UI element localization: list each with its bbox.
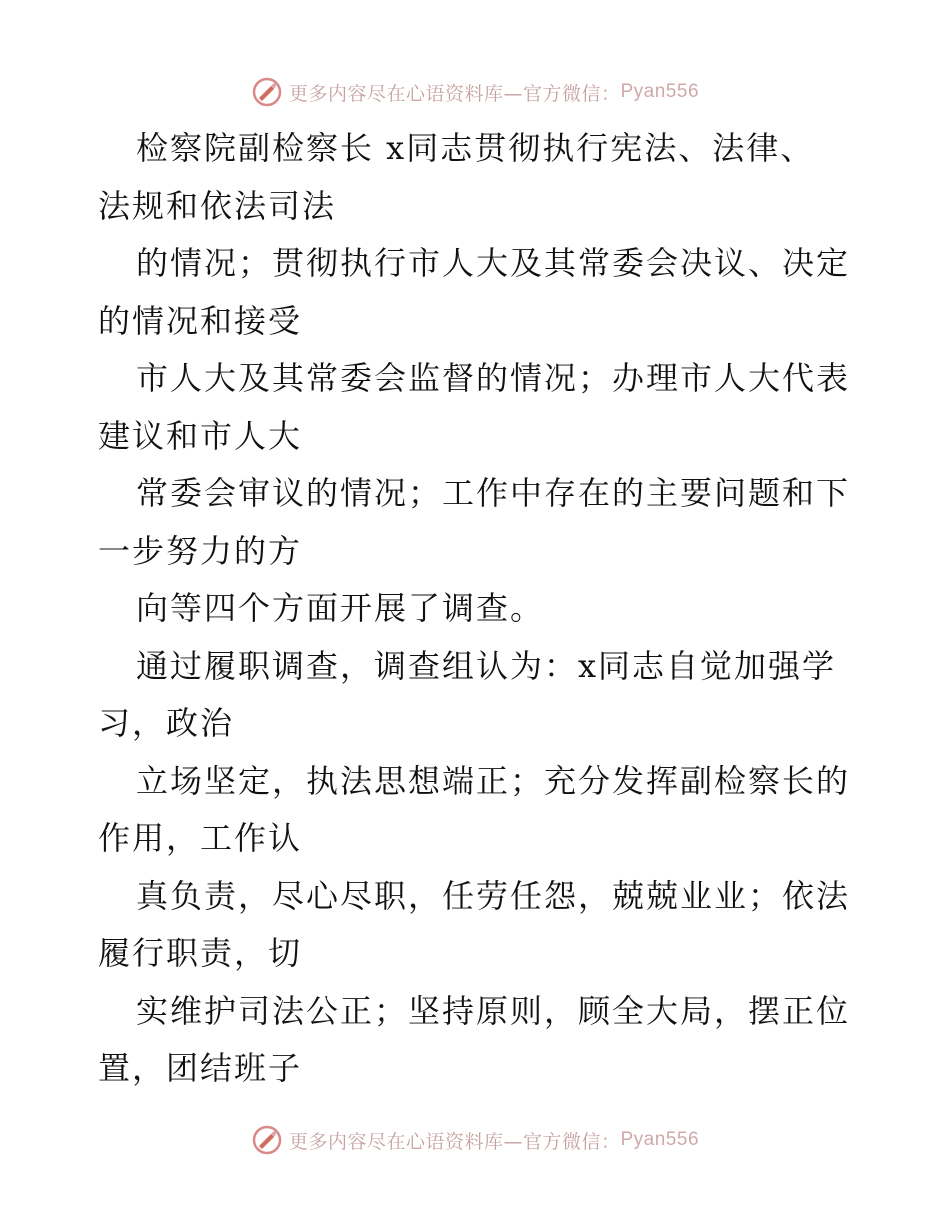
text-line: 法规和依法司法 <box>98 186 337 225</box>
document-body <box>98 120 858 1098</box>
watermark-account: Pyan556 <box>620 81 700 102</box>
text-line: 向等四个方面开展了调查。 <box>136 589 545 627</box>
text-line: 实维护司法公正；坚持原则，顾全大局，摆正位 <box>136 991 851 1030</box>
text-line: 置，团结班子 <box>98 1049 303 1087</box>
text-line: 履行职责，切 <box>98 934 303 972</box>
pen-logo-icon <box>251 76 283 108</box>
text-line: 习，政治 <box>98 704 235 742</box>
watermark-footer <box>0 1120 950 1160</box>
text-line: 真负责，尽心尽职，任劳任怨，兢兢业业；依法 <box>136 876 851 915</box>
watermark-text: 更多内容尽在心语资料库—官方微信： <box>288 82 621 105</box>
watermark-text: 更多内容尽在心语资料库—官方微信： <box>288 1130 621 1153</box>
text-line: 建议和市人大 <box>98 416 303 455</box>
text-line: 检察院副检察长 x同志贯彻执行宪法、法律、 <box>136 129 815 167</box>
text-line: 一步努力的方 <box>98 531 303 570</box>
watermark-header <box>0 72 950 112</box>
text-line: 立场坚定，执法思想端正；充分发挥副检察长的 <box>136 761 851 800</box>
text-line: 的情况；贯彻执行市人大及其常委会决议、决定 <box>136 244 851 282</box>
text-line: 常委会审议的情况；工作中存在的主要问题和下 <box>136 474 851 512</box>
text-line: 市人大及其常委会监督的情况；办理市人大代表 <box>136 359 851 397</box>
text-line: 通过履职调查，调查组认为：x同志自觉加强学 <box>136 646 837 685</box>
watermark-account: Pyan556 <box>620 1129 700 1150</box>
text-line: 作用，工作认 <box>98 819 303 857</box>
text-line: 的情况和接受 <box>98 301 303 340</box>
pen-logo-icon <box>251 1124 283 1156</box>
